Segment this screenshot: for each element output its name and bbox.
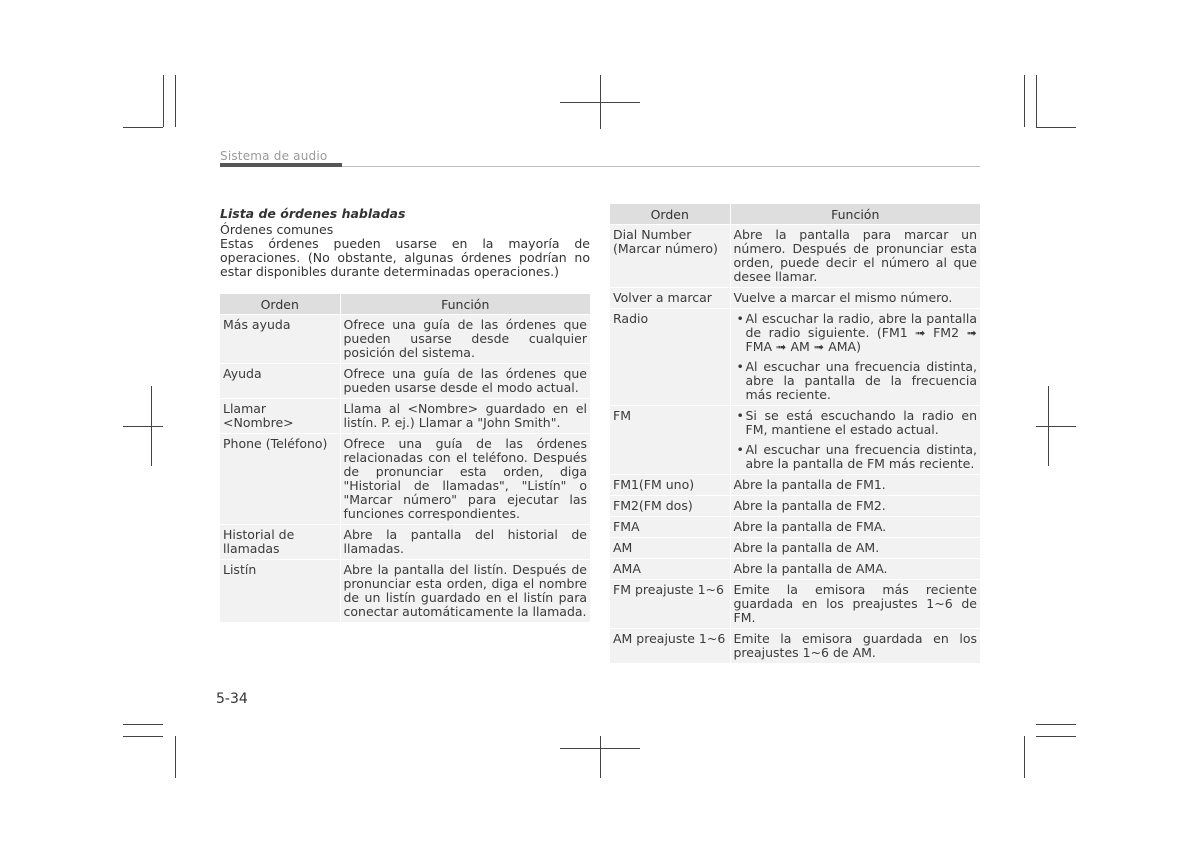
function-cell: Abre la pantalla de FM1. [730, 475, 980, 496]
order-cell: Listín [220, 560, 340, 623]
table-row [610, 309, 980, 406]
function-cell: Abre la pantalla de AMA. [730, 559, 980, 580]
header-orden: Orden [610, 204, 730, 225]
right-column [610, 204, 980, 663]
table-row [610, 538, 980, 559]
table-row [610, 559, 980, 580]
function-cell: Emite la emisora más reciente guardada en los preajustes 1~6 de FM. [730, 580, 980, 629]
function-cell [730, 406, 980, 475]
function-cell: Llama al <Nombre> guardado en el listín. P. ej.) Llamar a "John Smith". [340, 399, 590, 434]
bullet-item: • Al escuchar una frecuencia distinta, abre la pantalla de FM más reciente. [734, 443, 978, 471]
bullet-item: • Al escuchar una frecuencia distinta, abre la pantalla de la frecuencia más reciente. [734, 360, 978, 402]
function-cell: Vuelve a marcar el mismo número. [730, 288, 980, 309]
header-orden: Orden [220, 294, 340, 315]
function-cell: Abre la pantalla de FMA. [730, 517, 980, 538]
table-row [610, 288, 980, 309]
function-cell: Abre la pantalla de AM. [730, 538, 980, 559]
order-cell: FM preajuste 1~6 [610, 580, 730, 629]
order-cell: Ayuda [220, 364, 340, 399]
function-cell: Emite la emisora guardada en los preajustes 1~6 de AM. [730, 629, 980, 664]
order-cell: Dial Number (Marcar número) [610, 225, 730, 288]
table-row [610, 496, 980, 517]
function-cell: Abre la pantalla de FM2. [730, 496, 980, 517]
function-cell [730, 309, 980, 406]
commands-table-continued [610, 204, 980, 663]
order-cell: AMA [610, 559, 730, 580]
function-cell: Ofrece una guía de las órdenes relacionadas con el teléfono. Después de pronunciar esta orden, diga "Historial de llamadas", "Listín" o "Marcar número" para ejecutar las funciones correspondientes. [340, 434, 590, 525]
page-number: 5-34 [216, 691, 248, 707]
left-column [220, 205, 590, 622]
section-title: Lista de órdenes habladas [220, 206, 406, 221]
order-cell: FMA [610, 517, 730, 538]
table-header-row [610, 204, 980, 225]
table-row [220, 399, 590, 434]
table-row [610, 517, 980, 538]
order-cell: Más ayuda [220, 315, 340, 364]
subsection-title: Órdenes comunes [220, 222, 334, 237]
table-header-row [220, 294, 590, 315]
header-rule [342, 166, 980, 167]
table-row [610, 475, 980, 496]
order-cell: FM [610, 406, 730, 475]
common-commands-table [220, 294, 590, 622]
table-row [220, 525, 590, 560]
table-row [610, 406, 980, 475]
order-cell: Volver a marcar [610, 288, 730, 309]
intro-paragraph: Estas órdenes pueden usarse en la mayoría de operaciones. (No obstante, algunas órdenes podrían no estar disponibles durante determinadas operaciones.) [220, 236, 590, 279]
order-cell: AM preajuste 1~6 [610, 629, 730, 664]
header-funcion: Función [730, 204, 980, 225]
header-bar [220, 163, 342, 167]
function-cell: Ofrece una guía de las órdenes que pueden usarse desde el modo actual. [340, 364, 590, 399]
function-cell: Abre la pantalla para marcar un número. Después de pronunciar esta orden, puede decir el número al que desee llamar. [730, 225, 980, 288]
table-row [610, 580, 980, 629]
bullet-item: • Si se está escuchando la radio en FM, mantiene el estado actual. [734, 409, 978, 437]
header-funcion: Función [340, 294, 590, 315]
table-row [220, 315, 590, 364]
table-row [220, 560, 590, 623]
order-cell: FM1(FM uno) [610, 475, 730, 496]
bullet-item: • Al escuchar la radio, abre la pantalla de radio siguiente. (FM1 ➟ FM2 ➟ FMA ➟ AM ➟ AMA) [734, 312, 978, 354]
order-cell: Llamar <Nombre> [220, 399, 340, 434]
table-row [610, 629, 980, 664]
bullet-list [734, 312, 978, 402]
function-cell: Abre la pantalla del listín. Después de pronunciar esta orden, diga el nombre de un listín guardado en el listín para conectar automáticamente la llamada. [340, 560, 590, 623]
order-cell: Phone (Teléfono) [220, 434, 340, 525]
function-cell: Ofrece una guía de las órdenes que pueden usarse desde cualquier posición del sistema. [340, 315, 590, 364]
table-row [220, 364, 590, 399]
order-cell: Radio [610, 309, 730, 406]
bullet-list [734, 409, 978, 471]
order-cell: AM [610, 538, 730, 559]
order-cell: Historial de llamadas [220, 525, 340, 560]
table-row [220, 434, 590, 525]
table-row [610, 225, 980, 288]
section-header: Sistema de audio [220, 149, 328, 163]
order-cell: FM2(FM dos) [610, 496, 730, 517]
function-cell: Abre la pantalla del historial de llamadas. [340, 525, 590, 560]
